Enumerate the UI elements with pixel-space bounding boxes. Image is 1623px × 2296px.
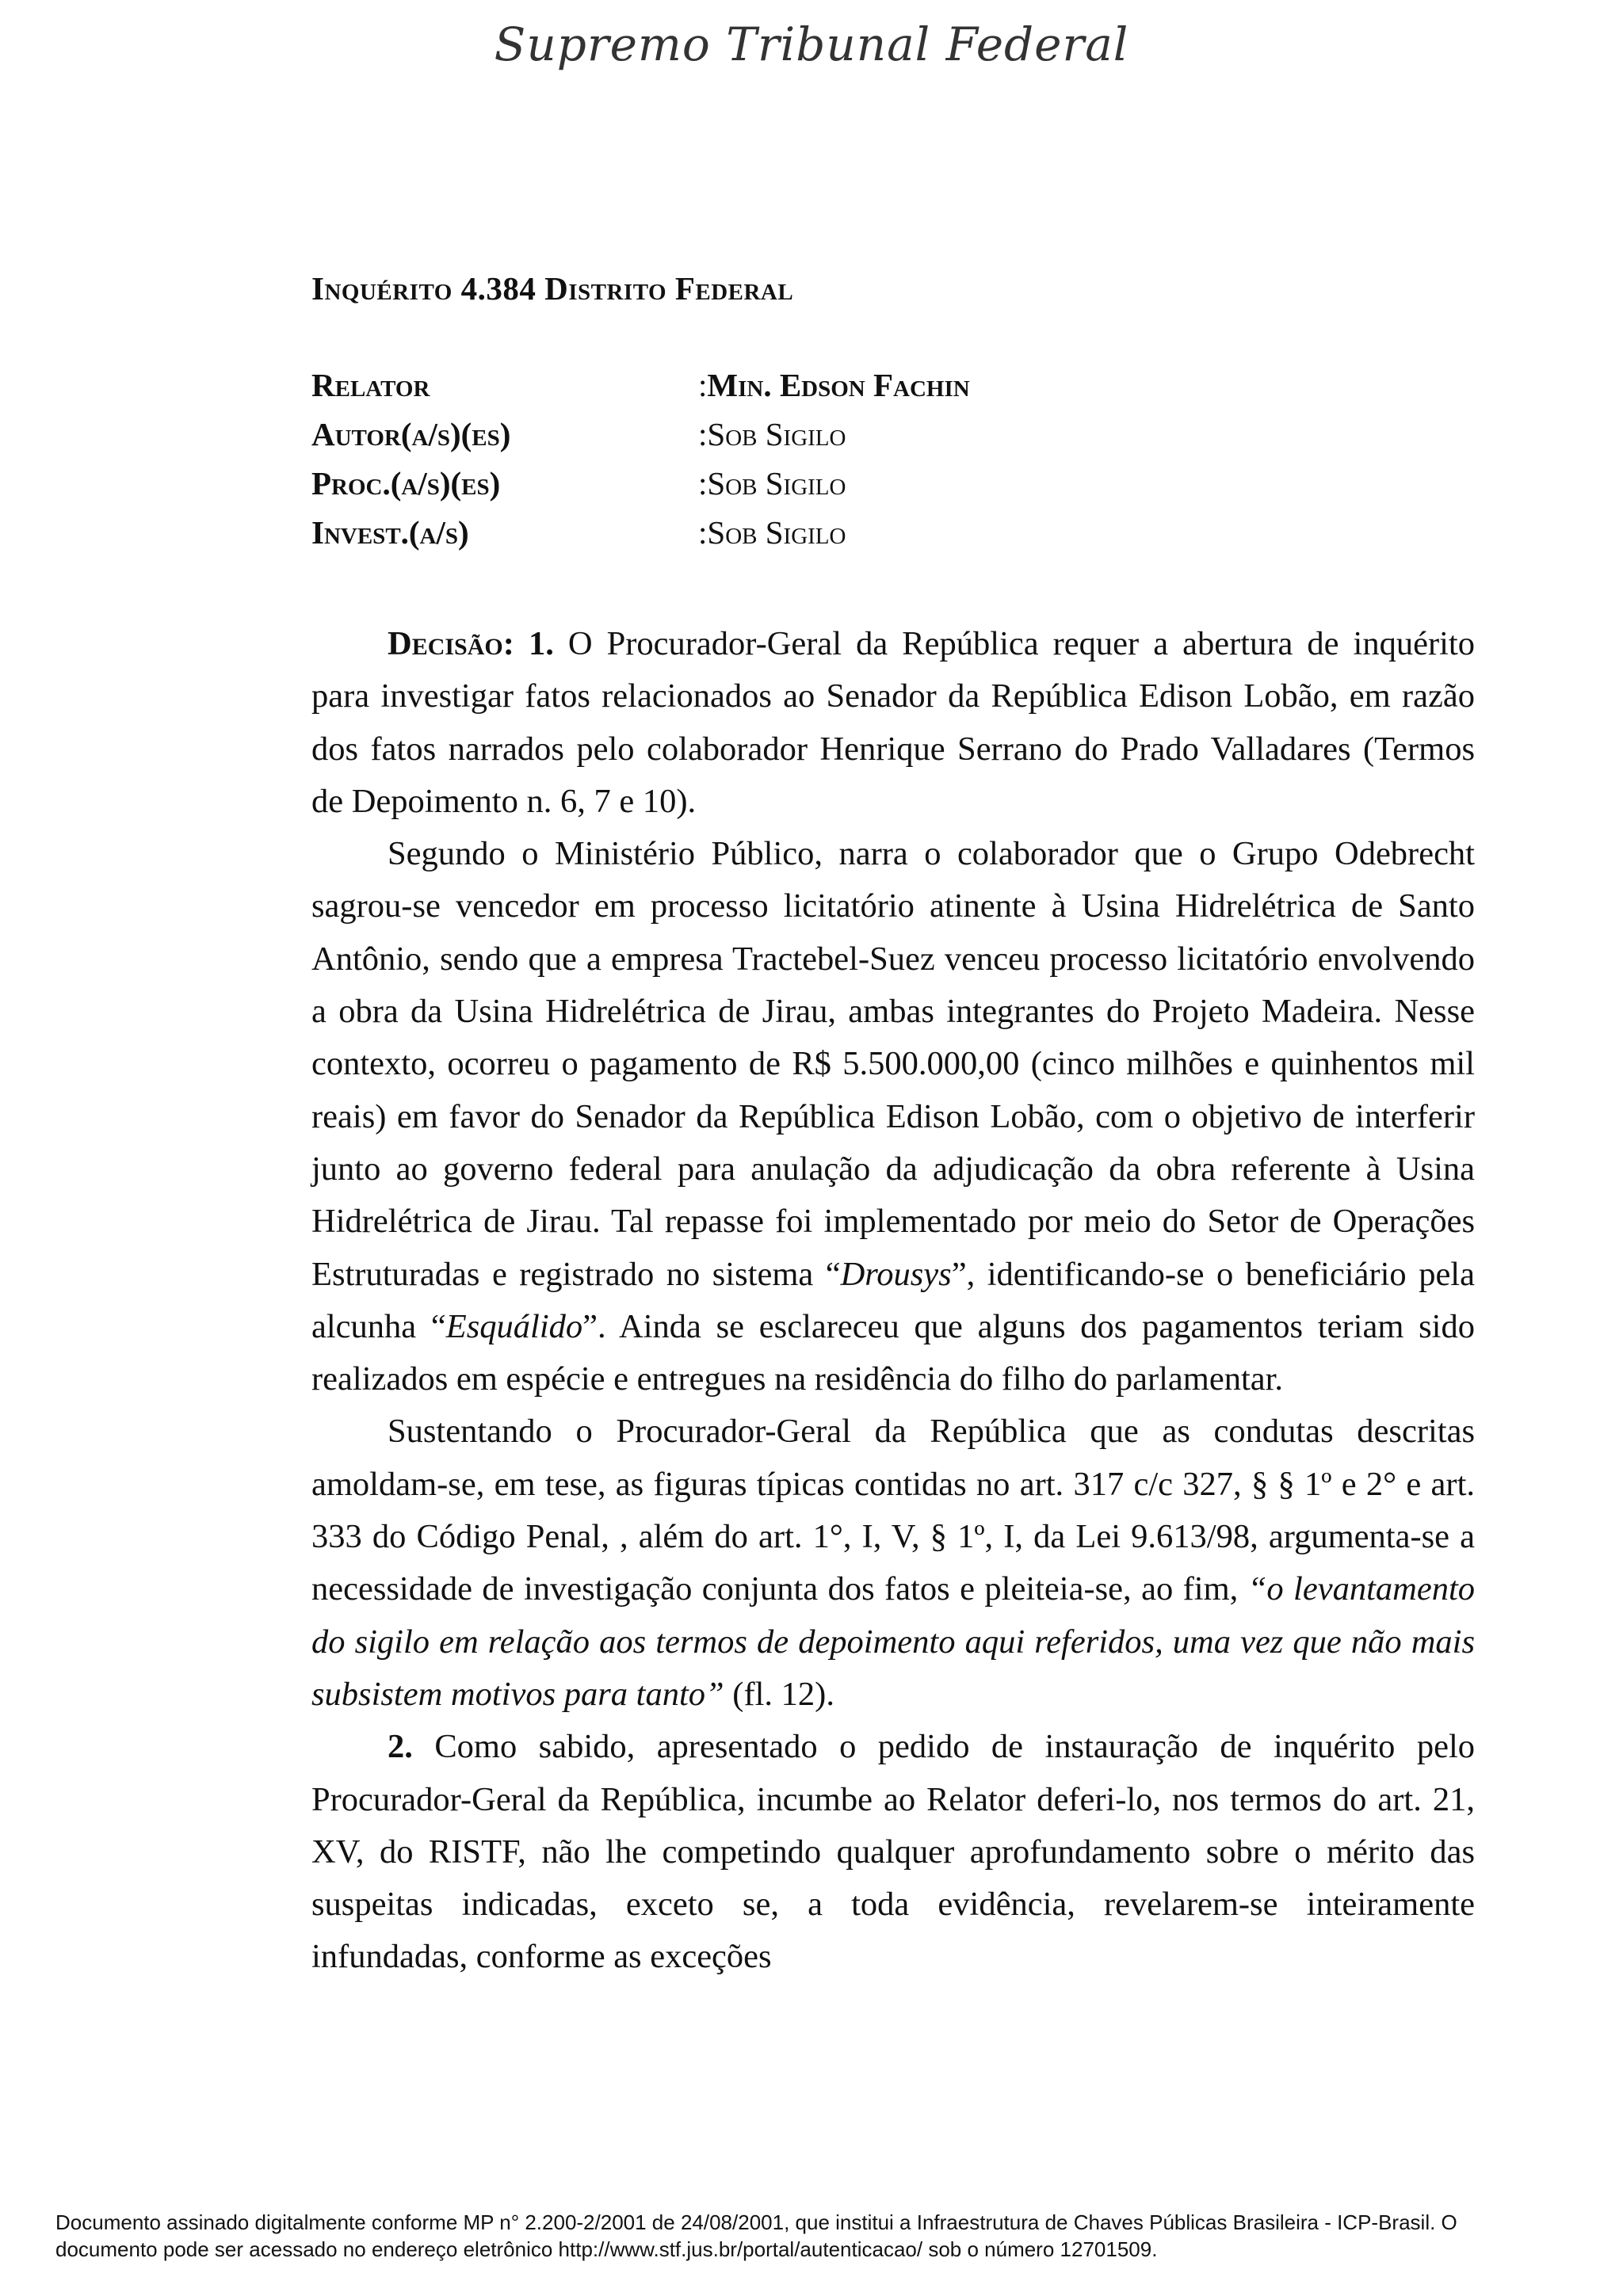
paragraph-4 <box>311 1721 1475 1983</box>
party-value: Sob Sigilo <box>707 514 846 551</box>
paragraph-3 <box>311 1405 1475 1721</box>
footer-line: documento pode ser acessado no endereço eletrônico http://www.stf.jus.br/portal/autenticacao/ sob o número 12701509. <box>55 2237 1158 2261</box>
court-header: Supremo Tribunal Federal <box>494 17 1129 71</box>
party-value: Sob Sigilo <box>707 416 846 452</box>
party-separator: :Min. Edson Fachin <box>698 367 970 403</box>
paragraph-number: 1. <box>528 625 554 662</box>
paragraph-text: ”, identificando-se o beneficiário pela alcunha “ <box>311 1255 1475 1345</box>
footer-line: Documento assinado digitalmente conforme MP n° 2.200-2/2001 de 24/08/2001, que institui a Infraestrutura de Chaves Públicas Brasileira - ICP-Brasil. O <box>55 2210 1457 2234</box>
paragraph-text: Como sabido, apresentado o pedido de instauração de inquérito pelo Procurador-Geral da República, incumbe ao Relator deferi-lo, nos termos do art. 21, XV, do RISTF, não lhe competindo qualquer aprofundamento sobre o mérito das suspeitas indicadas, exceto se, a toda evidência, revelarem-se inteiramente infundadas, conforme as exceções <box>311 1728 1475 1976</box>
party-separator: :Sob Sigilo <box>698 416 846 452</box>
paragraph-text: (fl. 12). <box>724 1675 834 1713</box>
case-title: Inquérito 4.384 Distrito Federal <box>311 270 794 307</box>
party-separator: :Sob Sigilo <box>698 465 846 502</box>
party-separator: :Sob Sigilo <box>698 514 846 551</box>
decision-label: Decisão: <box>388 625 514 662</box>
party-role: Invest.(a/s) <box>311 514 469 551</box>
party-role: Proc.(a/s)(es) <box>311 465 501 502</box>
paragraph-text: Sustentando o Procurador-Geral da República que as condutas descritas amoldam-se, em tese, as figuras típicas contidas no art. 317 c/c 327, § § 1º e 2° e art. 333 do Código Penal, , além do art. 1°, I, V, § 1º, I, da Lei 9.613/98, argumenta-se a necessidade de investigação conjunta dos fatos e pleiteia-se, ao fim, <box>311 1413 1475 1608</box>
italic-term: Esquálido <box>445 1307 583 1345</box>
party-value: Min. Edson Fachin <box>707 367 970 403</box>
party-role: Autor(a/s)(es) <box>311 416 511 452</box>
party-role: Relator <box>311 367 430 403</box>
italic-quote: “o levantamento do sigilo em relação aos termos de depoimento aqui referidos, uma vez que não mais subsistem motivos para tanto” <box>311 1570 1475 1713</box>
paragraph-text: Segundo o Ministério Público, narra o colaborador que o Grupo Odebrecht sagrou-se vencedor em processo licitatório atinente à Usina Hidrelétrica de Santo Antônio, sendo que a empresa Tractebel-Suez venceu processo licitatório envolvendo a obra da Usina Hidrelétrica de Jirau, ambas integrantes do Projeto Madeira. Nesse contexto, ocorreu o pagamento de R$ 5.500.000,00 (cinco milhões e quinhentos mil reais) em favor do Senador da República Edison Lobão, com o objetivo de interferir junto ao governo federal para anulação da adjudicação da obra referente à Usina Hidrelétrica de Jirau. Tal repasse foi implementado por meio do Setor de Operações Estruturadas e registrado no sistema “ <box>311 835 1475 1293</box>
decision-body <box>311 618 1475 1984</box>
party-value: Sob Sigilo <box>707 465 846 502</box>
digital-signature-footer <box>55 2209 1569 2263</box>
paragraph-text: O Procurador-Geral da República requer a abertura de inquérito para investigar fatos relacionados ao Senador da República Edison Lobão, em razão dos fatos narrados pelo colaborador Henrique Serrano do Prado Valladares (Termos de Depoimento n. 6, 7 e 10). <box>311 625 1475 820</box>
paragraph-2 <box>311 828 1475 1405</box>
paragraph-text: ”. Ainda se esclareceu que alguns dos pagamentos teriam sido realizados em espécie e entregues na residência do filho do parlamentar. <box>311 1307 1475 1398</box>
paragraph-number: 2. <box>388 1728 413 1766</box>
paragraph-1 <box>311 618 1475 828</box>
italic-term: Drousys <box>840 1255 952 1293</box>
